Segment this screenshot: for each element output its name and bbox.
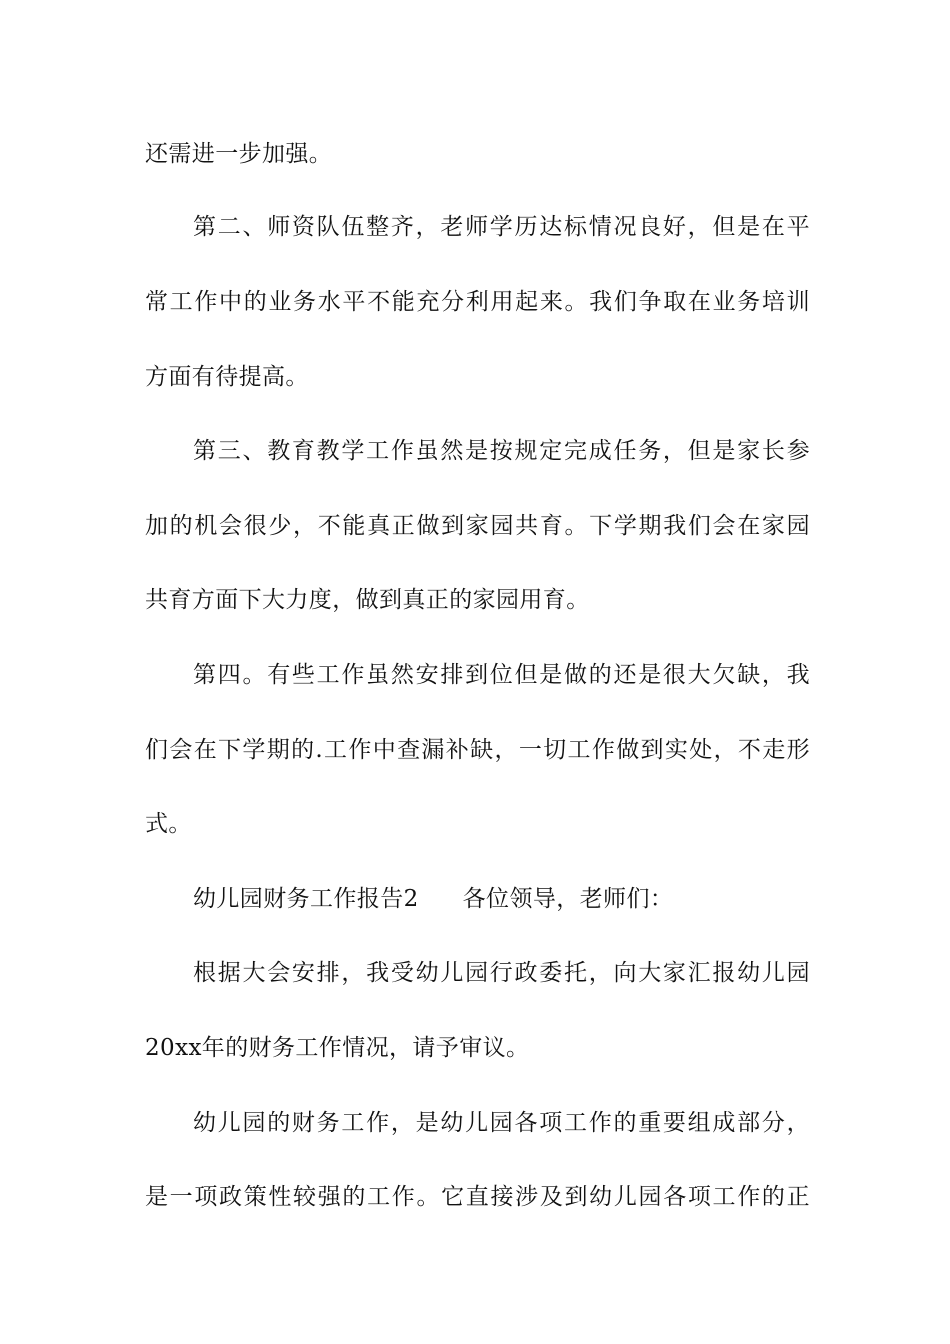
text-line: 式。 (145, 811, 192, 837)
text-line: 加的机会很少，不能真正做到家园共育。下学期我们会在家园 (145, 513, 810, 539)
text-line: 20xx年的财务工作情况，请予审议。 (145, 1035, 530, 1061)
text-line: 常工作中的业务水平不能充分利用起来。我们争取在业务培训 (145, 289, 810, 315)
paragraph-first-line: 根据大会安排，我受幼儿园行政委托，向大家汇报幼儿园 (193, 960, 810, 986)
text-line: 共育方面下大力度，做到真正的家园用育。 (145, 587, 590, 613)
text-line: 们会在下学期的.工作中查漏补缺，一切工作做到实处，不走形 (145, 737, 810, 763)
paragraph-first-line: 幼儿园的财务工作，是幼儿园各项工作的重要组成部分， (193, 1110, 810, 1136)
paragraph-first-line: 第四。有些工作虽然安排到位但是做的还是很大欠缺，我 (193, 662, 810, 688)
text-line: 方面有待提高。 (145, 364, 309, 390)
report-heading-line (145, 884, 810, 914)
paragraph-first-line: 第二、师资队伍整齐，老师学历达标情况良好，但是在平 (193, 214, 810, 240)
paragraph-first-line: 第三、教育教学工作虽然是按规定完成任务，但是家长参 (193, 438, 810, 464)
report-title: 幼儿园财务工作报告2 (193, 886, 419, 912)
text-line: 是一项政策性较强的工作。它直接涉及到幼儿园各项工作的正 (145, 1184, 810, 1210)
greeting: 各位领导，老师们： (462, 886, 674, 912)
text-line: 还需进一步加强。 (145, 141, 333, 167)
